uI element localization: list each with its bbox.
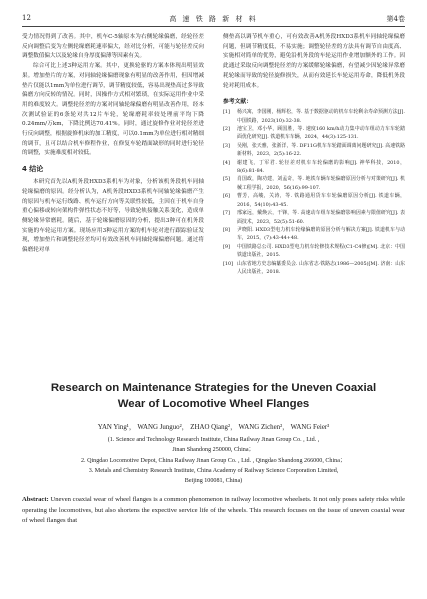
english-authors: YAN Ying¹， WANG Junguo²， ZHAO Qiang²， WANG Zichen²， WANG Feier³ (97, 424, 330, 431)
affiliation-line: 2. Qingdao Locomotive Depot, China Railway Jinan Group Co. , Ltd. , Qingdao Shandong 266000, China； (80, 457, 347, 464)
reference-item: [5] 肖国政，陶功建，刘孟奇，等. 地铁车辆车轮偏磨原因分析与对策研究[J]. 机械工程学报，2020，56(16):99-107. (223, 176, 405, 191)
body-paragraph: 综合可比上述3种运用方案。其中，更换轮驱的方案本体现出明显效果。增加垫片的方案，对同轴轮缘偏磨现象有明显的改善作用，但因增减垫片仅能以1mm为单位进行调节，调节精度较低，容易出现垫高过多导致偏磨方向反转的情况。同时，因操作方式相对繁琐，在实际运用作业中采用的难度较大。调整轮径差的方案对同轴轮缘偏磨有明显改善作用，经本次测试验证的6条轮对共12片车轮，轮缘磨耗率较处理前平均下降0.24mm/万km，下降比例达70.41%。同时，通过旋修作业对轮径差进行反向调整，根据旋修机床的加工精度，可以0.1mm为单位进行相对精细的调节，且可以结合机车修程作业，在修复车轮踏面缺形的同时进行轮径的调整，实施难度相对较低。 (22, 63, 204, 157)
reference-item: [3] 吴刚，张天雅，张浙洋，等. DF11G机车车轮踏面调离问题研究[J]. 高速铁路新材料，2023，2(5):16-22. (223, 142, 405, 158)
english-title-line: Research on Maintenance Strategies for the Uneven Coaxial (50, 382, 377, 394)
english-abstract (22, 495, 405, 526)
reference-list (223, 108, 405, 276)
page-number: 12 (22, 14, 31, 22)
english-title-line: Wear of Locomotive Wheel Flanges (117, 398, 310, 410)
conclusion-paragraph: 本研究首先以A机务段HXD3系机车为对象，分析该机务段机车同轴轮缘偏磨的原因。经分析认为，A机务段HXD3系机车同轴轮缘偏磨产生的原因与机车运行线路、机车运行方向等关联性较低，主因在于机车自身重心偏移或转向架构件弹性状态不好等，导致轮轨接触关系变化，造成单侧轮缘异常磨耗。随后，基于轮缘偏磨原因的分析，提出3种可在机务段实施的车轮运用方案。现场应用3种运用方案的机车轮对进行跟踪验证发现，增加垫片和调整轮径差均可有效改善机车同轴轮缘偏磨问题。通过将偏磨轮对单 (22, 179, 204, 254)
abstract-text: Uneven coaxial wear of wheel flanges is a common phenomenon in railway locomotive wheelsets. It not only poses safety risks while operating the locomotives, but also shortens the expective service life of the wheels. This research focuses on the issue of uneven coaxial wear of wheel flanges that (22, 496, 405, 525)
reference-item: [9] 中国铁路总公司. HXD3型电力机车轮修技术规程(C1-C4修)[M]. 北京：中国铁道出版社，2015. (223, 243, 405, 259)
body-paragraph: 受力情况得到了改善。其中，机车C-5轴原本为右侧轮缘偏磨，经轮径差反向调整后变为左侧轮缘磨耗速率偏大，经对比分析，可能与轮径差反向调整数值偏大以及轮缘自身厚度偏薄等因素有关。 (22, 34, 204, 60)
references-heading: 参考文献： (223, 99, 252, 106)
reference-item: [1] 杨兴寓，李国刚，杨辉松，等. 基于数据驱动的机车车轮剩余寿命预测方法[J]. 中国铁路，2023(10):32-38. (223, 109, 405, 124)
reference-item: [2] 池宝卫，邓小华，顾国胜，等. 速度160 km/h动力集中动车组动力车车轮踏面优化研究[J]. 铁道机车车辆，2024，44(3):125-131. (223, 126, 405, 141)
two-column-body (22, 33, 405, 378)
reference-item: [8] 尹晓阳. HXD3型电力机车轮缘偏磨的原因分析与解决方案[J]. 铁道机车与动车，2015，(7):43-44+48. (223, 226, 405, 242)
right-column (223, 33, 405, 276)
affiliation-line: 3. Metals and Chemistry Research Institute, China Academy of Railway Science Corporation Limited, (88, 467, 339, 474)
left-column (22, 33, 204, 256)
english-title (22, 380, 405, 412)
conclusion-heading: 4 结论 (22, 165, 44, 174)
reference-item: [4] 谢建飞，丁军君. 轮径差对机车车轮偏磨的影响[J]. 神华科技，2010，8(6):81-84. (223, 159, 405, 175)
volume-label: 第4卷 (386, 15, 405, 23)
running-header (22, 12, 405, 27)
reference-item: [7] 邢家远，戴焕云，干锋，等. 高速动车组车轮偏磨影响因素与限值研究[J]. 表面技术，2023，52(5):51-60. (223, 210, 405, 225)
english-abstract-section (22, 380, 405, 526)
reference-item: [10] 山东省地方史志编纂委员会. 山东省志·铁路志(1986—2005)[M]. 济南：山东人民出版社，2018. (223, 260, 405, 275)
affiliation-line: Jinan Shandong 250000, China； (172, 447, 255, 454)
affiliation-line: (1. Science and Technology Research Institute, China Railway Jinan Group Co. , Ltd. , (107, 437, 320, 443)
reference-item: [6] 曹芳，高峻，关涛，等. 铁路通用货车车轮偏磨原因分析[J]. 铁道车辆，2016，54(10):43-45. (223, 193, 405, 208)
abstract-label: Abstract: (22, 496, 49, 504)
affiliation-line: Beijing 100081, China) (184, 478, 243, 485)
body-paragraph: 侧垫高以调节机车重心，可有效改善A机务段HXD3系机车同轴轮缘偏磨问题，但调节精度低，不易实施；调整轮径差的方法具有调节自由度高、实施相对简单的优势，避免沿机务段的车轮运用作业增加额外的工作。因此通过采取反向调整轮径差的方案缓解轮缘偏磨，有望减少因轮缘异常磨耗轮缘而导致的轮径旋修损失，从而有效延长车轮运用寿命，降低机务段轮对耗用成本。 (223, 34, 405, 89)
journal-name: 高 速 铁 路 新 材 料 (169, 15, 258, 23)
